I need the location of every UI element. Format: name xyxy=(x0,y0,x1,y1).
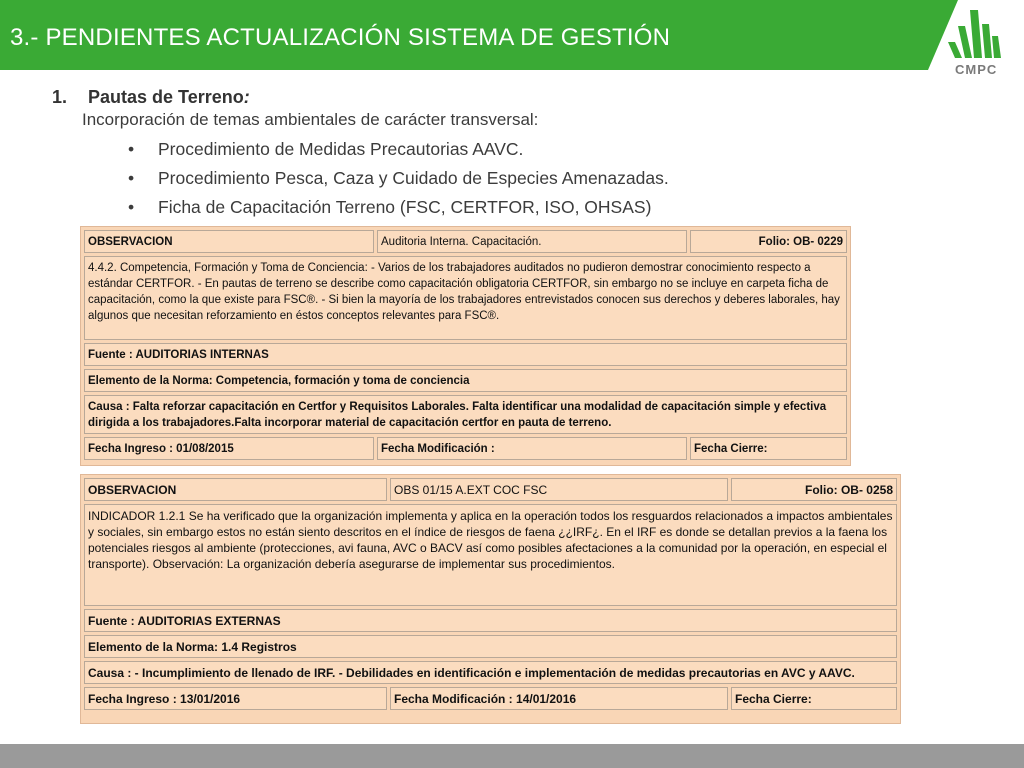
list-item xyxy=(128,138,669,167)
folio-field: Folio: OB- 0229 xyxy=(690,230,847,253)
folio-field: Folio: OB- 0258 xyxy=(731,478,897,501)
fuente-field: Fuente : AUDITORIAS INTERNAS xyxy=(84,343,847,366)
slide-title: 3.- PENDIENTES ACTUALIZACIÓN SISTEMA DE GESTIÓN xyxy=(10,24,671,51)
fecha-cierre-field: Fecha Cierre: xyxy=(690,437,847,460)
section-heading xyxy=(52,87,250,108)
fuente-field: Fuente : AUDITORIAS EXTERNAS xyxy=(84,609,897,632)
causa-field: Causa : - Incumplimiento de llenado de IRF. - Debilidades en identificación e implementación de medidas precautorias en AVC y AAVC. xyxy=(84,661,897,684)
list-item-text: Procedimiento de Medidas Precautorias AAVC. xyxy=(158,139,524,159)
observation-table xyxy=(81,227,850,463)
elemento-field: Elemento de la Norma: Competencia, formación y toma de conciencia xyxy=(84,369,847,392)
description-field: 4.4.2. Competencia, Formación y Toma de Conciencia: - Varios de los trabajadores auditados no pudieron demostrar conocimiento respecto a estándar CERTFOR. - En pautas de terreno se describe como capacitación obligatoria CERTFOR, sin embargo no se incluye en carpeta ficha de capacitación, como la que existe para FSC®. - Si bien la mayoría de los trabajadores entrevistados conocen sus derechos y deberes laborales, hay algunos que necesitan reforzamiento en éstos conceptos relevantes para FSC®. xyxy=(84,256,847,340)
fecha-ingreso-field: Fecha Ingreso : 01/08/2015 xyxy=(84,437,374,460)
bullet-list xyxy=(128,138,669,225)
bullet-icon: • xyxy=(128,168,135,188)
section-number: 1. xyxy=(52,87,68,107)
subject-field: OBS 01/15 A.EXT COC FSC xyxy=(390,478,728,501)
logo-text: CMPC xyxy=(955,62,998,77)
fecha-cierre-field: Fecha Cierre: xyxy=(731,687,897,710)
bullet-icon: • xyxy=(128,139,135,159)
bullet-icon: • xyxy=(128,197,135,217)
list-item xyxy=(128,167,669,196)
list-item xyxy=(128,196,669,225)
footer-bar xyxy=(0,744,1024,768)
description-field: INDICADOR 1.2.1 Se ha verificado que la organización implementa y aplica en la operación todos los resguardos relacionados a impactos ambientales y sociales, sin embargo estos no están siento descritos en el índice de riesgos de faena ¿¿IRF¿. En el IRF es donde se detallan previos a la faena los potenciales riesgos al ambiente (protecciones, avi fauna, AVC o BACV así como posibles afectaciones a la comunidad por la operación, en especial el transporte). Observación: La organización debería asegurarse de implementar sus procedimientos. xyxy=(84,504,897,606)
list-item-text: Ficha de Capacitación Terreno (FSC, CERTFOR, ISO, OHSAS) xyxy=(158,197,652,217)
subject-field: Auditoria Interna. Capacitación. xyxy=(377,230,687,253)
observation-form-2 xyxy=(80,474,901,724)
section-title-colon: : xyxy=(243,87,250,107)
section-subtitle: Incorporación de temas ambientales de carácter transversal: xyxy=(82,110,539,129)
type-label: OBSERVACION xyxy=(84,478,387,501)
observation-form-1 xyxy=(80,226,851,466)
header-banner xyxy=(0,0,1024,70)
elemento-field: Elemento de la Norma: 1.4 Registros xyxy=(84,635,897,658)
fecha-modificacion-field: Fecha Modificación : 14/01/2016 xyxy=(390,687,728,710)
type-label: OBSERVACION xyxy=(84,230,374,253)
list-item-text: Procedimiento Pesca, Caza y Cuidado de Especies Amenazadas. xyxy=(158,168,669,188)
fecha-ingreso-field: Fecha Ingreso : 13/01/2016 xyxy=(84,687,387,710)
section-title: Pautas de Terreno xyxy=(88,87,244,107)
causa-field: Causa : Falta reforzar capacitación en Certfor y Requisitos Laborales. Falta identificar una modalidad de capacitación simple y efectiva dirigida a los trabajadores.Falta incorporar material de capacitación certfor en pauta de terreno. xyxy=(84,395,847,434)
fecha-modificacion-field: Fecha Modificación : xyxy=(377,437,687,460)
observation-table xyxy=(81,475,900,713)
